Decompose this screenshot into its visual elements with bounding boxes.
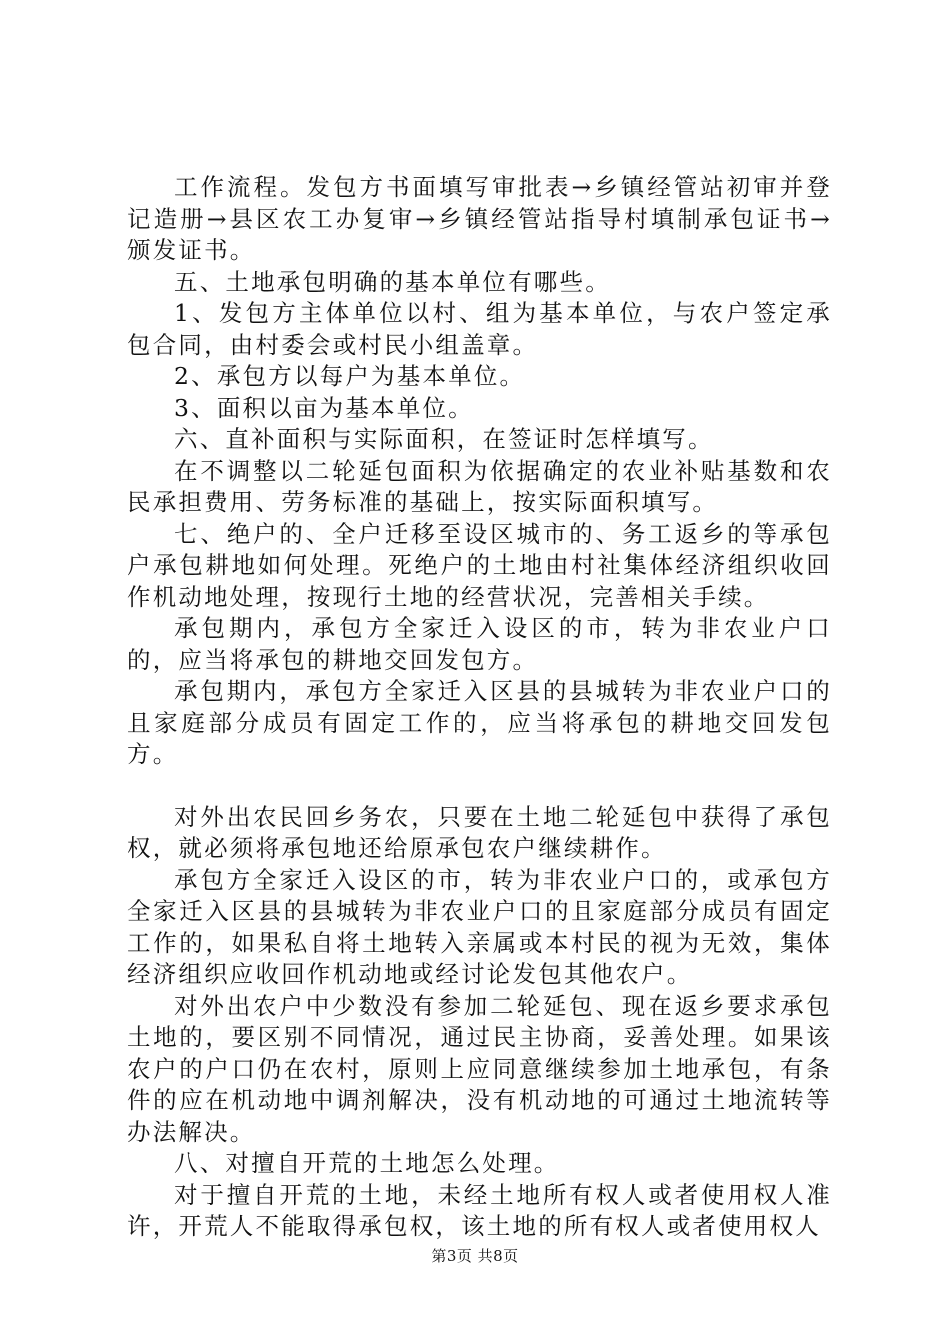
paragraph-section-8-body: 对于擅自开荒的土地，未经土地所有权人或者使用权人准许，开荒人不能取得承包权，该土地的所有权人或者使用权人 — [127, 1180, 832, 1240]
paragraph-workflow: 工作流程。发包方书面填写审批表→乡镇经管站初审并登记造册→县区农工办复审→乡镇经管站指导村填制承包证书→颁发证书。 — [127, 173, 832, 264]
page-footer: 第3页 共8页 — [431, 1247, 519, 1265]
paragraph-section-6-body: 在不调整以二轮延包面积为依据确定的农业补贴基数和农民承担费用、劳务标准的基础上，按实际面积填写。 — [127, 456, 832, 516]
paragraph-item-2: 2、承包方以每户为基本单位。 — [174, 362, 526, 390]
paragraph-section-7-d: 承包方全家迁入设区的市，转为非农业户口的，或承包方全家迁入区县的县城转为非农业户口的且家庭部分成员有固定工作的，如果私自将土地转入亲属或本村民的视为无效，集体经济组织应收回作机动地或经讨论发包其他农户。 — [127, 865, 832, 988]
heading-section-6: 六、直补面积与实际面积，在签证时怎样填写。 — [174, 425, 714, 453]
paragraph-section-7-b: 承包期内，承包方全家迁入区县的县城转为非农业户口的且家庭部分成员有固定工作的，应当将承包的耕地交回发包方。 — [127, 677, 832, 768]
paragraph-section-7-a: 承包期内，承包方全家迁入设区的市，转为非农业户口的，应当将承包的耕地交回发包方。 — [127, 614, 832, 674]
heading-section-5: 五、土地承包明确的基本单位有哪些。 — [174, 267, 611, 296]
document-body — [127, 172, 832, 1243]
paragraph-section-7-e: 对外出农户中少数没有参加二轮延包、现在返乡要求承包土地的，要区别不同情况，通过民主协商，妥善处理。如果该农户的户口仍在农村，原则上应同意继续参加土地承包，有条件的应在机动地中调剂解决，没有机动地的可通过土地流转等办法解决。 — [127, 991, 832, 1146]
heading-section-7: 七、绝户的、全户迁移至设区城市的、务工返乡的等承包户承包耕地如何处理。死绝户的土地由村社集体经济组织收回作机动地处理，按现行土地的经营状况，完善相关手续。 — [127, 519, 832, 611]
paragraph-item-1: 1、发包方主体单位以村、组为基本单位，与农户签定承包合同，由村委会或村民小组盖章。 — [127, 299, 832, 359]
paragraph-section-7-c: 对外出农民回乡务农，只要在土地二轮延包中获得了承包权，就必须将承包地还给原承包农户继续耕作。 — [127, 802, 832, 862]
heading-section-8: 八、对擅自开荒的土地怎么处理。 — [174, 1149, 560, 1177]
paragraph-item-3: 3、面积以亩为基本单位。 — [174, 393, 474, 422]
